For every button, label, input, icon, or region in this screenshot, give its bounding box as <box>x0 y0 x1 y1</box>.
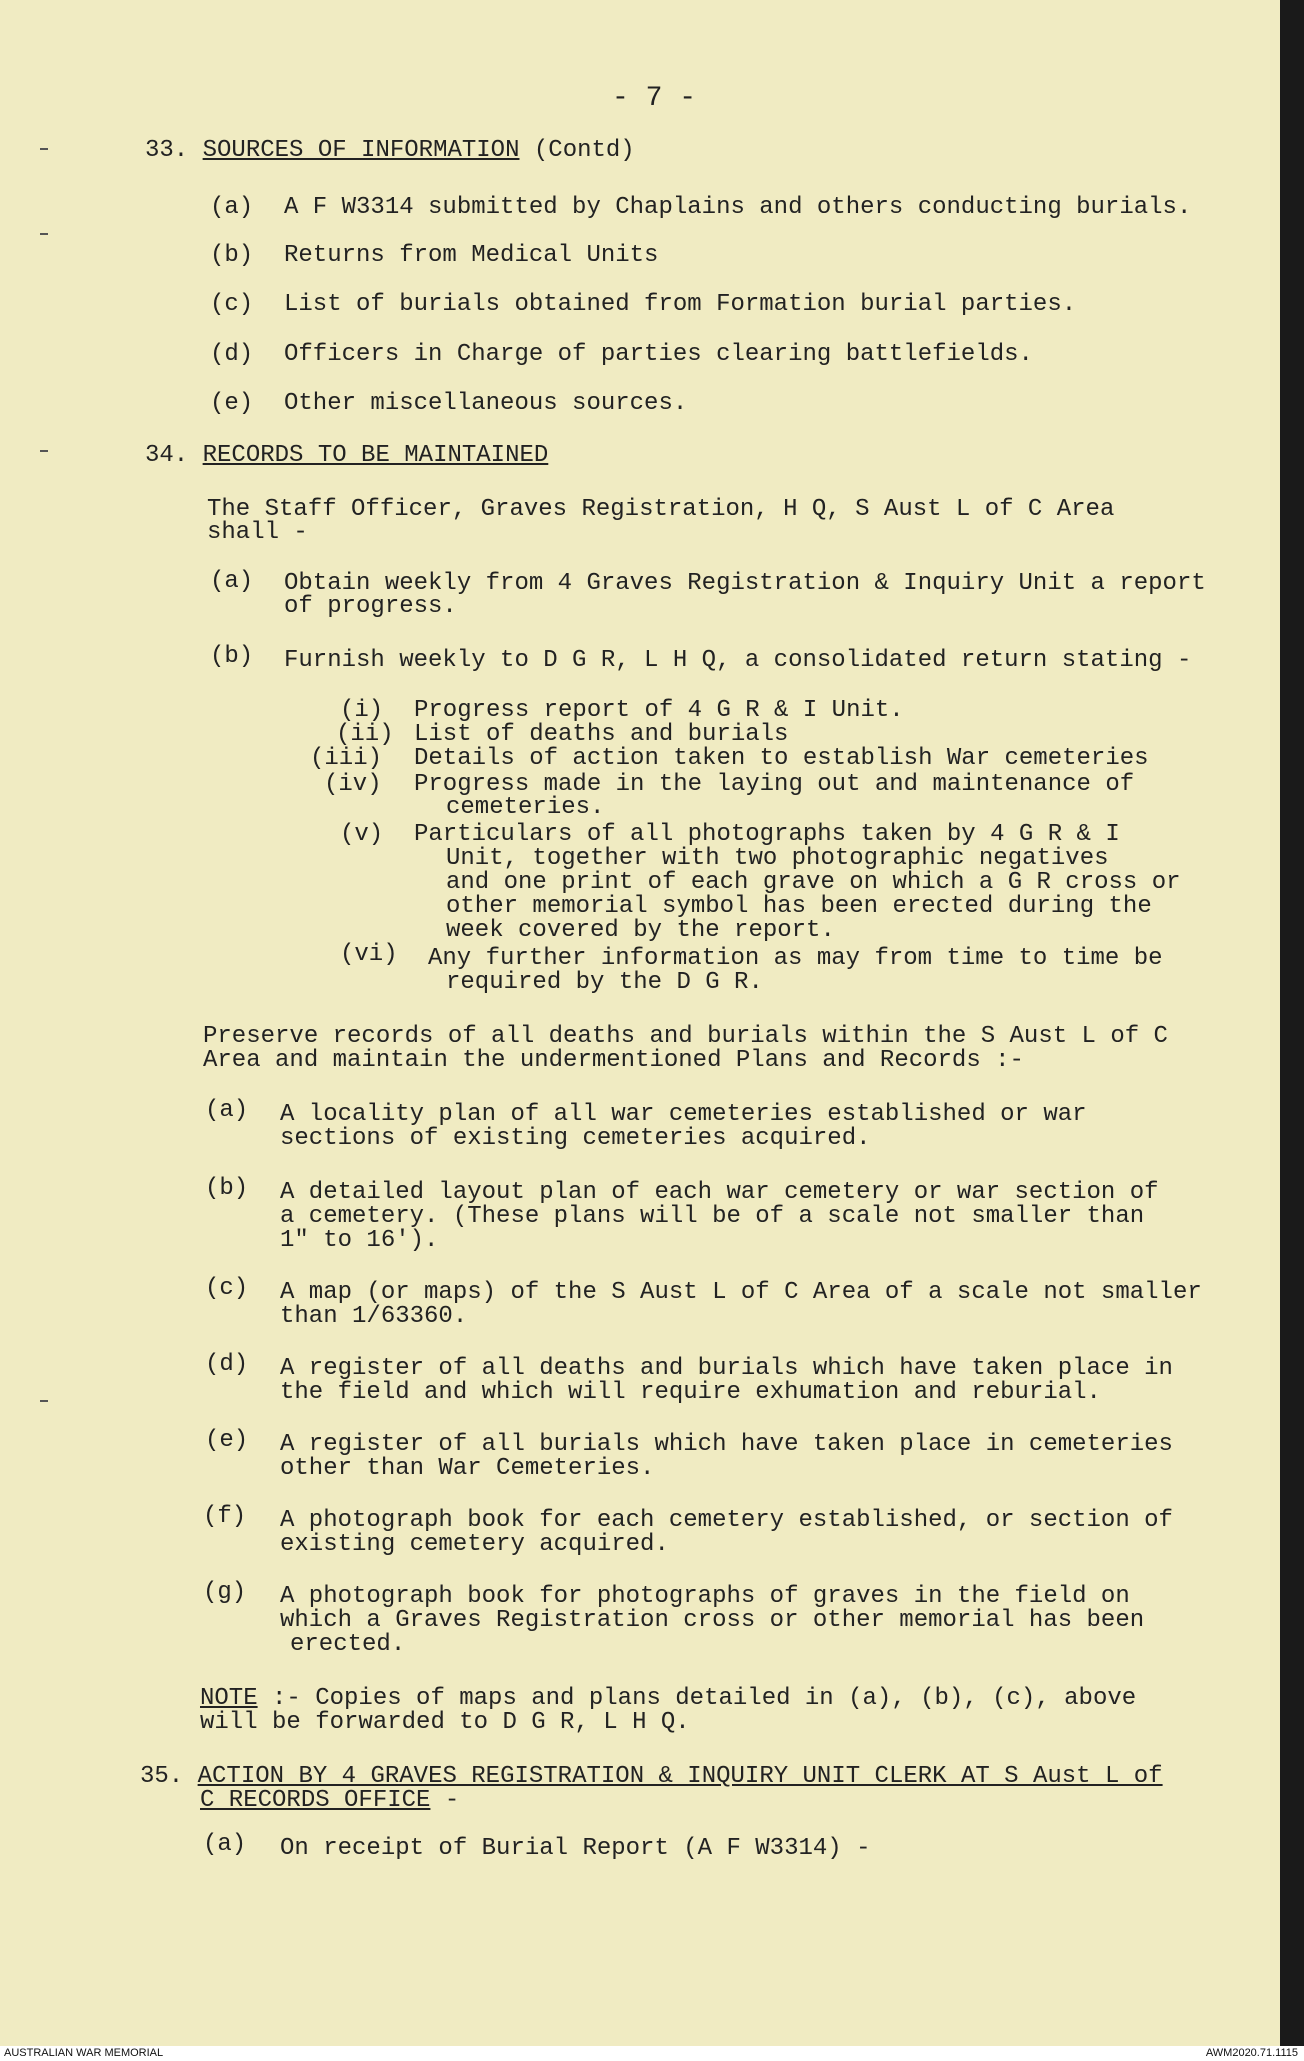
note-label: NOTE <box>200 1685 258 1712</box>
list-item-text: of progress. <box>284 593 457 620</box>
section-number: 35. <box>140 1763 184 1790</box>
record-label: (c) <box>205 1275 249 1302</box>
record-label: (g) <box>203 1579 247 1606</box>
sub-item-text: Unit, together with two photographic negatives <box>446 845 1109 872</box>
record-text: than 1/63360. <box>280 1303 468 1330</box>
list-item-text: Officers in Charge of parties clearing battlefields. <box>284 341 1033 368</box>
page-number: - 7 - <box>612 83 697 114</box>
list-item-label: (a) <box>203 1831 247 1858</box>
record-text: erected. <box>290 1631 406 1658</box>
list-item: (b) <box>210 242 254 269</box>
footer-institution: AUSTRALIAN WAR MEMORIAL <box>4 2047 164 2059</box>
record-text: existing cemetery acquired. <box>280 1531 669 1558</box>
margin-mark <box>40 450 48 452</box>
section-34-heading <box>145 443 548 468</box>
record-text: A map (or maps) of the S Aust L of C Area of a scale not smaller <box>280 1279 1202 1306</box>
record-label: (e) <box>205 1427 249 1454</box>
record-text: sections of existing cemeteries acquired. <box>280 1125 871 1152</box>
record-text: the field and which will require exhumation and reburial. <box>280 1379 1101 1406</box>
note-text: will be forwarded to D G R, L H Q. <box>200 1709 690 1736</box>
sub-item-label: (v) <box>340 821 384 848</box>
list-item-text: Other miscellaneous sources. <box>284 390 688 417</box>
record-text: A photograph book for photographs of graves in the field on <box>280 1583 1130 1610</box>
list-item-text: On receipt of Burial Report (A F W3314) - <box>280 1835 871 1862</box>
paragraph: shall - <box>207 519 308 546</box>
record-label: (f) <box>203 1503 247 1530</box>
note-text: :- Copies of maps and plans detailed in (a), (b), (c), above <box>257 1685 1137 1712</box>
sub-item-label: (iv) <box>324 771 382 798</box>
sub-item-text: Progress made in the laying out and maintenance of <box>414 771 1135 798</box>
list-item: (d) <box>210 341 254 368</box>
sub-item-text: List of deaths and burials <box>414 721 789 748</box>
section-contd: (Contd) <box>533 137 635 164</box>
section-number: 34. <box>145 442 189 469</box>
list-item-text: Obtain weekly from 4 Graves Registration & Inquiry Unit a report <box>284 570 1206 597</box>
margin-mark <box>40 1400 48 1402</box>
list-item-text: List of burials obtained from Formation burial parties. <box>284 291 1077 318</box>
record-label: (b) <box>205 1175 249 1202</box>
section-title: RECORDS TO BE MAINTAINED <box>202 442 549 469</box>
record-text: a cemetery. (These plans will be of a scale not smaller than <box>280 1203 1145 1230</box>
list-item-text: A F W3314 submitted by Chaplains and others conducting burials. <box>284 194 1192 221</box>
list-item: (e) <box>210 390 254 417</box>
sub-item-text: cemeteries. <box>446 794 605 821</box>
note <box>200 1686 1136 1711</box>
record-text: which a Graves Registration cross or other memorial has been <box>280 1607 1145 1634</box>
list-item: (c) <box>210 291 254 318</box>
record-text: A locality plan of all war cemeteries established or war <box>280 1101 1087 1128</box>
sub-item-text: Any further information as may from time to time be <box>428 945 1163 972</box>
section-33-heading <box>145 138 635 163</box>
sub-item-text: Progress report of 4 G R & I Unit. <box>414 697 904 724</box>
record-label: (a) <box>205 1097 249 1124</box>
record-text: A register of all deaths and burials which have taken place in <box>280 1355 1173 1382</box>
sub-item-text: week covered by the report. <box>446 917 835 944</box>
sub-item-text: other memorial symbol has been erected during the <box>446 893 1152 920</box>
section-title: SOURCES OF INFORMATION <box>202 137 520 164</box>
footer-accession-number: AWM2020.71.1115 <box>1205 2047 1298 2059</box>
section-number: 33. <box>145 137 189 164</box>
record-label: (d) <box>205 1351 249 1378</box>
record-text: other than War Cemeteries. <box>280 1455 655 1482</box>
sub-item-label: (i) <box>340 697 384 724</box>
paragraph: Area and maintain the undermentioned Plans and Records :- <box>203 1047 1024 1074</box>
sub-item-label: (ii) <box>336 721 394 748</box>
section-35-heading-line2: C RECORDS OFFICE - <box>200 1787 460 1814</box>
list-item: (a) <box>210 194 254 221</box>
margin-mark <box>40 233 48 235</box>
sub-item-label: (vi) <box>340 941 398 968</box>
margin-mark <box>40 148 48 150</box>
record-text: 1" to 16'). <box>280 1227 439 1254</box>
record-text: A detailed layout plan of each war cemetery or war section of <box>280 1179 1159 1206</box>
section-35-heading <box>140 1764 1163 1789</box>
record-text: A register of all burials which have taken place in cemeteries <box>280 1431 1173 1458</box>
list-item-label: (b) <box>210 643 254 670</box>
paragraph: The Staff Officer, Graves Registration, H Q, S Aust L of C Area <box>207 496 1115 523</box>
sub-item-text: Particulars of all photographs taken by 4 G R & I <box>414 821 1120 848</box>
sub-item-text: Details of action taken to establish War cemeteries <box>414 745 1149 772</box>
section-title: ACTION BY 4 GRAVES REGISTRATION & INQUIRY UNIT CLERK AT S Aust L of <box>197 1763 1163 1790</box>
list-item-text: Returns from Medical Units <box>284 242 659 269</box>
sub-item-text: required by the D G R. <box>446 969 763 996</box>
archive-footer <box>0 2046 1304 2061</box>
list-item-text: Furnish weekly to D G R, L H Q, a consolidated return stating - <box>284 647 1192 674</box>
paragraph: Preserve records of all deaths and burials within the S Aust L of C <box>203 1023 1168 1050</box>
list-item-label: (a) <box>210 568 254 595</box>
record-text: A photograph book for each cemetery established, or section of <box>280 1507 1173 1534</box>
sub-item-label: (iii) <box>310 745 383 772</box>
sub-item-text: and one print of each grave on which a G R cross or <box>446 869 1181 896</box>
